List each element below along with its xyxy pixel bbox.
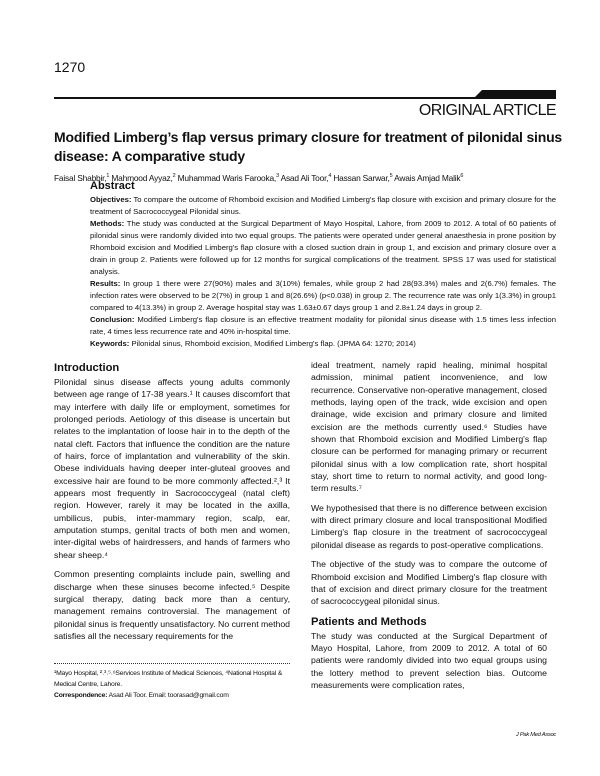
results-text: In group 1 there were 27(90%) males and 3(10%) females, while group 2 had 28(93.3%) males and 2(6.7%) females. The infection rates were observed to be 2(7%) in group 1 and 8(26.6%) (p<0.038) in group 2. The recurrence rate was only 1(3.3%) in group1 compared to 4(13.3%) in group 2. Average hospital stay was 1.63±0.67 days group 1 and 2.8±1.24 days in group 2. [90, 279, 556, 312]
conclusion-text: Modified Limberg's flap closure is an effective treatment modality for pilonidal sinus disease with 1.5 times less infection rate, 4 times less recurrence rate and 40% in-hospital time. [90, 315, 556, 336]
author: Awais Amjad Malik [394, 173, 461, 183]
left-column [54, 361, 290, 649]
author-affiliation-mark: 5 [389, 173, 393, 180]
author-affiliation-mark: 4 [328, 173, 332, 180]
author-affiliation-mark: 3 [276, 173, 279, 180]
abstract [90, 178, 556, 350]
article-title: Modified Limberg’s flap versus primary closure for treatment of pilonidal sinus disease: A comparative study [54, 129, 563, 164]
author-affiliation-mark: 1 [106, 173, 110, 180]
correspondence-text: Asad Ali Toor. Email: toorasad@gmail.com [108, 692, 229, 699]
author: Muhammad Waris Farooka, [177, 173, 277, 183]
abstract-results [90, 278, 556, 314]
correspondence [54, 690, 290, 701]
footnote [54, 668, 290, 701]
author-affiliation-mark: 6 [460, 173, 464, 180]
correspondence-label: Correspondence: [54, 692, 108, 699]
results-label: Results: [90, 279, 121, 288]
author: Hassan Sarwar, [333, 173, 390, 183]
methods-paragraph: The study was conducted at the Surgical Department of Mayo Hospital, Lahore, from 2009 to 2012. A total of 60 patients were randomly divided into two equal groups using the lottery method to prevent selection bias. Outcome measurements were complication rates, [311, 630, 547, 690]
abstract-keywords [90, 338, 556, 350]
intro-paragraph: We hypothesised that there is no difference between excision with direct primary closure and local transpositional Modified Limberg's flap closure in the treatment of sacrococcygeal pilonidal disease as regards to post-operative complications. [311, 502, 547, 550]
right-column [311, 359, 547, 698]
affiliations: ¹Mayo Hospital, ²˒³˒⁵˒⁶Services Institute of Medical Sciences, ⁴National Hospital & Medical Centre, Lahore. [54, 670, 283, 688]
introduction-heading: Introduction [54, 362, 120, 374]
author: Faisal Shabbir, [54, 173, 107, 183]
header-rule [54, 97, 556, 99]
keywords-text: Pilonidal sinus, Rhomboid excision, Modified Limberg's flap. (JPMA 64: 1270; 2014) [131, 339, 416, 348]
intro-paragraph: The objective of the study was to compare the outcome of Rhomboid excision and Modified Limberg's flap closure with that of excision and direct primary closure for the treatment of sacrococcygeal pilonidal sinus. [311, 559, 547, 607]
abstract-objectives [90, 194, 556, 218]
journal-footer: J Pak Med Assoc [515, 732, 556, 738]
conclusion-label: Conclusion: [90, 315, 135, 324]
author: Mahmood Ayyaz, [111, 173, 173, 183]
keywords-label: Keywords: [90, 339, 130, 348]
objectives-text: To compare the outcome of Rhomboid excision and Modified Limberg's flap closure with excision and primary closure for the treatment of Sacrococcygeal Pilonidal sinus. [90, 195, 556, 216]
objectives-label: Objectives: [90, 195, 132, 204]
author-affiliation-mark: 2 [172, 173, 176, 180]
methods-label: Methods: [90, 219, 125, 228]
intro-paragraph: Common presenting complaints include pain, swelling and discharge when these sinuses become infected.⁵ Despite surgical therapy, dating back more than a century, management remains controversial. The management of pilonidal sinus is frequently unsatisfactory. No current method satisfies all the necessary requirements for the [54, 569, 290, 641]
abstract-methods [90, 218, 556, 278]
intro-paragraph: Pilonidal sinus disease affects young adults commonly between age range of 17-38 years.¹ It causes discomfort that may interfere with daily life or employment, sometimes for prolonged periods. Aetiology of this disease is uncertain but relates to the implantation of loose hair in to the depth of the natal cleft. Factors that influence the condition are the nature of hairs, force of implantation and vulnerability of the skin. Obese individuals having deeper inter-gluteal grooves and excessive hair are found to be more commonly affected.²,³ It appears most frequently in Sacrococcygeal (natal cleft) region. However, rarely it may be located in the axilla, umbilicus, pubis, inter-mammary region, scalp, ear, amputation stumps, genital tracts of both men and women, inter-digital webs of hairdressers, and hands of farmers who shear sheep.⁴ [54, 377, 290, 560]
page-number: 1270 [54, 59, 86, 75]
abstract-conclusion [90, 314, 556, 338]
author: Asad Ali Toor, [280, 173, 329, 183]
abstract-heading: Abstract [90, 180, 135, 192]
patients-methods-heading: Patients and Methods [311, 615, 427, 628]
footnote-separator [54, 663, 290, 664]
intro-paragraph: ideal treatment, namely rapid healing, minimal hospital admission, minimal patient inconvenience, and low recurrence. Conservative non-operative management, closed methods, laying open of the track, wide excision and open drainage, wide excision and primary closure and limited excision are the methods currently used.⁶ Studies have shown that Rhomboid excision and Modified Limberg's flap closure can be performed for managing primary or recurrent pilonidal sinus with a low complication rate, short hospital stay, short time to return to normal activity, and good long-term results.⁷ [311, 360, 547, 494]
methods-text: The study was conducted at the Surgical Department of Mayo Hospital, Lahore, from 2009 to 2012. A total of 60 patients of pilonidal sinus were randomly divided into two equal groups. The patients were operated under general anaesthesia in prone position by Rhomboid excision and Modified Limberg's flap closure with a closed suction drain in group 1, and excision and primary closure over a drain in group 2. Patients were followed up for 12 months for surgical complications of the treatment. SPSS 17 was used for statistical analysis. [90, 219, 556, 276]
section-label: ORIGINAL ARTICLE [418, 102, 556, 119]
